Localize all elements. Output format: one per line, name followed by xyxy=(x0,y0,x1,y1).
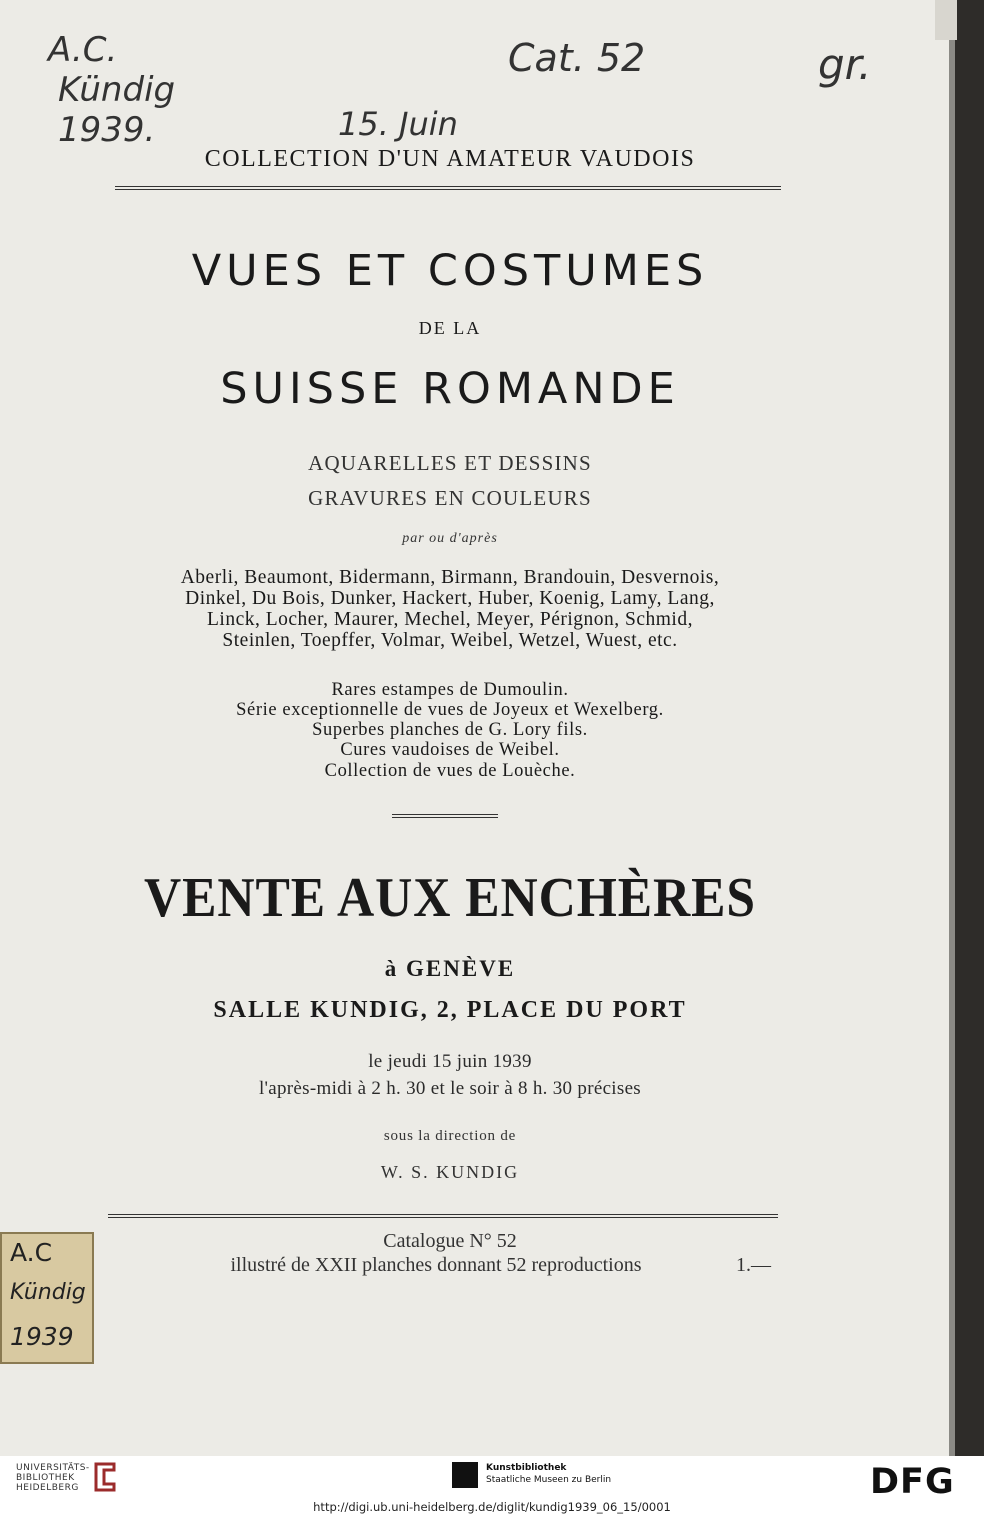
kb-line: Staatliche Museen zu Berlin xyxy=(486,1475,612,1485)
title-line-2: SUISSE ROMANDE xyxy=(220,364,680,414)
price: 1.— xyxy=(736,1254,771,1276)
sale-time: l'après-midi à 2 h. 30 et le soir à 8 h. 30 précises xyxy=(258,1078,642,1099)
artist-line: Aberli, Beaumont, Bidermann, Birmann, Brandouin, Desvernois, xyxy=(180,567,720,588)
subtitle-gravures: GRAVURES EN COULEURS xyxy=(308,486,592,510)
logo-line: BIBLIOTHEK xyxy=(16,1473,75,1483)
short-divider xyxy=(392,814,498,818)
sale-venue: SALLE KUNDIG, 2, PLACE DU PORT xyxy=(213,997,687,1023)
highlight-line: Superbes planches de G. Lory fils. xyxy=(312,720,588,740)
catalogue-number: Catalogue N° 52 xyxy=(383,1230,517,1252)
sale-title: VENTE AUX ENCHÈRES xyxy=(143,867,757,929)
bottom-rule xyxy=(108,1214,778,1218)
permalink-url[interactable]: http://digi.ub.uni-heidelberg.de/diglit/kundig1939_06_15/0001 xyxy=(313,1500,671,1514)
highlight-line: Série exceptionnelle de vues de Joyeux et Wexelberg. xyxy=(236,700,664,720)
dfg-logo[interactable]: DFG xyxy=(870,1462,955,1502)
top-rule xyxy=(115,186,781,190)
logo-line: HEIDELBERG xyxy=(16,1483,79,1493)
highlight-line: Rares estampes de Dumoulin. xyxy=(331,680,569,700)
artist-line: Steinlen, Toepffer, Volmar, Weibel, Wetzel, Wuest, etc. xyxy=(222,630,678,651)
handwritten-date: 15. Juin xyxy=(338,105,458,143)
artist-line: Dinkel, Du Bois, Dunker, Hackert, Huber, Koenig, Lamy, Lang, xyxy=(185,588,715,609)
title-line-1: VUES ET COSTUMES xyxy=(191,246,709,296)
heidelberg-logo-text[interactable] xyxy=(16,1463,90,1493)
highlight-line: Collection de vues de Louèche. xyxy=(324,761,576,781)
handwritten-initials: gr. xyxy=(818,40,872,89)
logo-line: UNIVERSITÄTS- xyxy=(16,1463,90,1473)
collection-heading: COLLECTION D'UN AMATEUR VAUDOIS xyxy=(204,146,696,172)
title-de-la: DE LA xyxy=(418,318,482,338)
highlight-line: Cures vaudoises de Weibel. xyxy=(340,740,560,760)
illustrations-line: illustré de XXII planches donnant 52 reproductions xyxy=(230,1254,642,1276)
folded-corner xyxy=(935,0,957,40)
kb-line: Kunstbibliothek xyxy=(486,1463,567,1473)
handwritten-catalogue-no: Cat. 52 xyxy=(508,36,646,80)
subtitle-aquarelles: AQUARELLES ET DESSINS xyxy=(308,451,592,475)
heidelberg-logo-icon[interactable] xyxy=(92,1462,118,1492)
artist-line: Linck, Locher, Maurer, Mechel, Meyer, Pérignon, Schmid, xyxy=(207,609,693,630)
label-line: 1939 xyxy=(10,1322,74,1351)
scan-background-edge xyxy=(955,0,984,1456)
sale-date: le jeudi 15 juin 1939 xyxy=(368,1051,532,1072)
label-line: Kündig xyxy=(10,1280,86,1305)
handwritten-kundig: Kündig xyxy=(58,70,176,110)
par-ou-dapres: par ou d'après xyxy=(402,531,498,546)
library-shelf-label xyxy=(0,1232,94,1364)
sale-city: à GENÈVE xyxy=(384,956,516,981)
kunstbibliothek-logo-icon[interactable] xyxy=(452,1462,478,1488)
kunstbibliothek-logo-text[interactable] xyxy=(486,1462,611,1486)
direction-label: sous la direction de xyxy=(383,1128,517,1144)
handwritten-ac: A.C. xyxy=(48,30,118,70)
label-line: A.C xyxy=(10,1238,53,1267)
handwritten-year: 1939. xyxy=(58,110,156,150)
director-name: W. S. KUNDIG xyxy=(380,1162,520,1182)
